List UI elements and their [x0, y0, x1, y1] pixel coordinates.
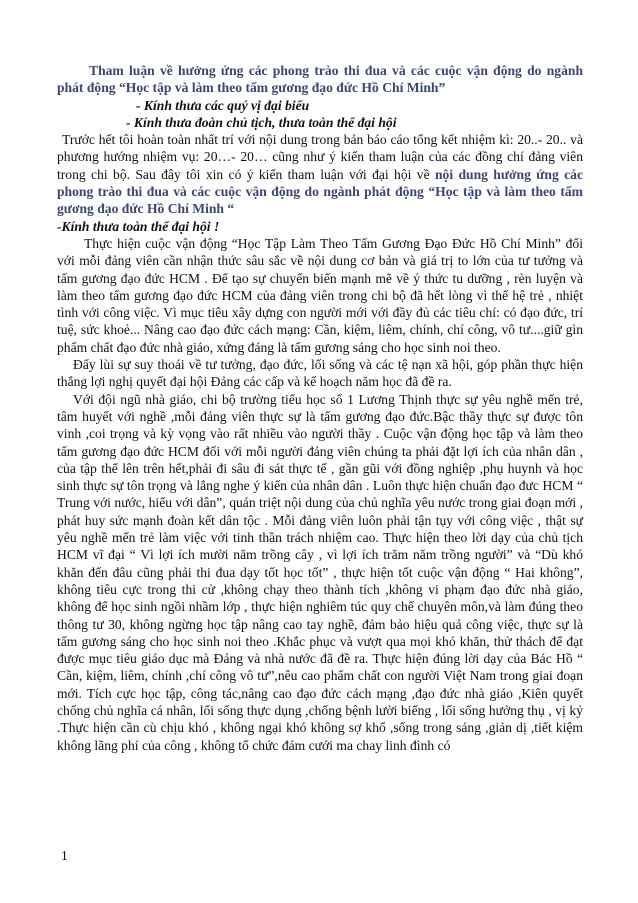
paragraph-decline: Đẩy lùi sự suy thoái về tư tưởng, đạo đức, lối sống và các tệ nạn xã hội, góp phần thực hiện thắng lợi nghị quyết đại hội Đảng các cấp và kế hoạch năm học đã đề ra. — [57, 357, 583, 390]
paragraph-intro-text: Trước hết tôi hoàn toàn nhất trí với nội dung trong bản báo cáo tổng kết nhiệm kì: 20..- 20.. và phương hướng nhiệm vụ: 20…- 20… cũng như ý kiến tham luận của các đồng chí đảng viên trong chi bộ. Sau đây tôi xin có ý kiến tham luận với đại hội về — [57, 132, 583, 182]
paragraph-teachers: Với đội ngũ nhà giáo, chi bộ trường tiểu học số 1 Lương Thịnh thực sự yêu nghề mến trẻ, tâm huyết với nghề ,mỗi đảng viên thực sự là tấm gương đạo đức.Bậc thầy thực sự được tôn vinh ,coi trọng và kỳ vọng vào rất nhiều vào người thầy . Cuộc vận động học tập và làm theo tấm gương đạo đức HCM đối với mỗi người đảng viên chúng ta phải đặt lợi ích của nhân dân , của tập thể lên trên hết,phải đi sâu đi sát thực tế , gần gũi với đồng nghiệp ,phụ huynh và học sinh thực sự tôn trọng và lắng nghe ý kiến của nhân dân . Luôn thực hiện chuẩn đạo đưc HCM “ Trung với nước, hiếu với dân”, quán triệt nội dung của chủ nghĩa yêu nước trong giai đoạn mới , phát huy sức mạnh đoàn kết dân tộc . Mỗi đảng viên luôn phải tận tụy với công việc , thật sự yêu nghề mến trẻ làm việc với tinh thần trách nhiệm cao. Thực hiện theo lời dạy của chủ tịch HCM vĩ đại “ Vì lợi ích mười năm trồng cây , vì lợi ích trăm năm trồng người” và “Dù khó khăn đến đâu cũng phải thi đua dạy tốt học tốt” , thực hiện tốt cuộc vận động “ Hai không”, không tiêu cực trong thi cử ,không chạy theo thành tích ,không vi phạm đạo đức nhà giáo, không để học sinh ngồi nhầm lớp , thực hiện nghiêm túc quy chế chuyên môn,và làm đúng theo thông tư 30, không ngừng học tập nâng cao tay nghề, đảm bảo hiệu quả công việc, thực sự là tấm gương sáng cho học sinh noi theo .Khắc phục và vượt qua mọi khó khăn, thử thách để đạt được mục tiêu giáo dục mà Đảng và nhà nước đã đề ra. Thực hiện đúng lời dạy của Bác Hồ “ Cần, kiệm, liêm, chính ,chí công vô tư”,nêu cao phẩm chất con người Việt Nam trong giai đoạn mới. Tích cực học tập, công tác,nâng cao đạo đức cách mạng ,đạo đức nhà giáo ,Kiên quyết chống chủ nghĩa cá nhân, lối sống thực dụng ,chống bệnh lười biếng , lối sống hưởng thụ , vị kỷ .Thực hiện cần cù chịu khó , không ngại khó không sợ khổ ,sống trong sáng ,giản dị ,tiết kiệm không lãng phí của công , không tổ chức đám cưới ma chay linh đình có — [57, 391, 583, 753]
paragraph-intro — [57, 131, 583, 217]
paragraph-campaign: Thực hiện cuộc vận động “Học Tập Làm Theo Tấm Gương Đạo Đức Hồ Chí Minh” đối với mỗi đảng viên cần nhận thức sâu sắc về nội dung cơ bản và giá trị to lớn của tư tưởng và tấm gương đạo đức HCM . Để tạo sự chuyển biến mạnh mẽ về ý thức tu dưỡng , rèn luyện và làm theo tấm gương đạo đức HCM của đảng viên trong chi bộ đã hết lòng vì thế hệ trẻ , nhiệt tình với công việc. Vì mục tiêu xây dựng con người mới với đầy đủ các tiêu chí: có đạo đức, trí tuệ, sức khoẻ... Nâng cao đạo đức cách mạng: Cần, kiệm, liêm, chính, chí công, vô tư....giữ gìn phẩm chất đạo đức nhà giáo, xứng đáng là tấm gương sáng cho học sinh noi theo. — [57, 235, 583, 355]
document-title: Tham luận về hưởng ứng các phong trào thi đua và các cuộc vận động do ngành phát động “Học tập và làm theo tấm gương đạo đức Hồ Chí Minh” — [57, 63, 583, 96]
paragraph-intro-highlight: nội dung hưởng ứng các phong trào thi đua và các cuộc vận động do ngành phát động “Học tập và làm theo tấm gương đạo đức Hồ Chí Minh “ — [57, 166, 583, 217]
salutation-guests: - Kính thưa các quý vị đại biểu — [136, 97, 310, 113]
page-number: 1 — [61, 848, 68, 863]
document-body — [57, 62, 583, 754]
salutation-congress: -Kính thưa toàn thể đại hội ! — [57, 218, 220, 234]
salutation-presidium: - Kính thưa đoàn chủ tịch, thưa toàn thể đại hội — [126, 114, 397, 130]
